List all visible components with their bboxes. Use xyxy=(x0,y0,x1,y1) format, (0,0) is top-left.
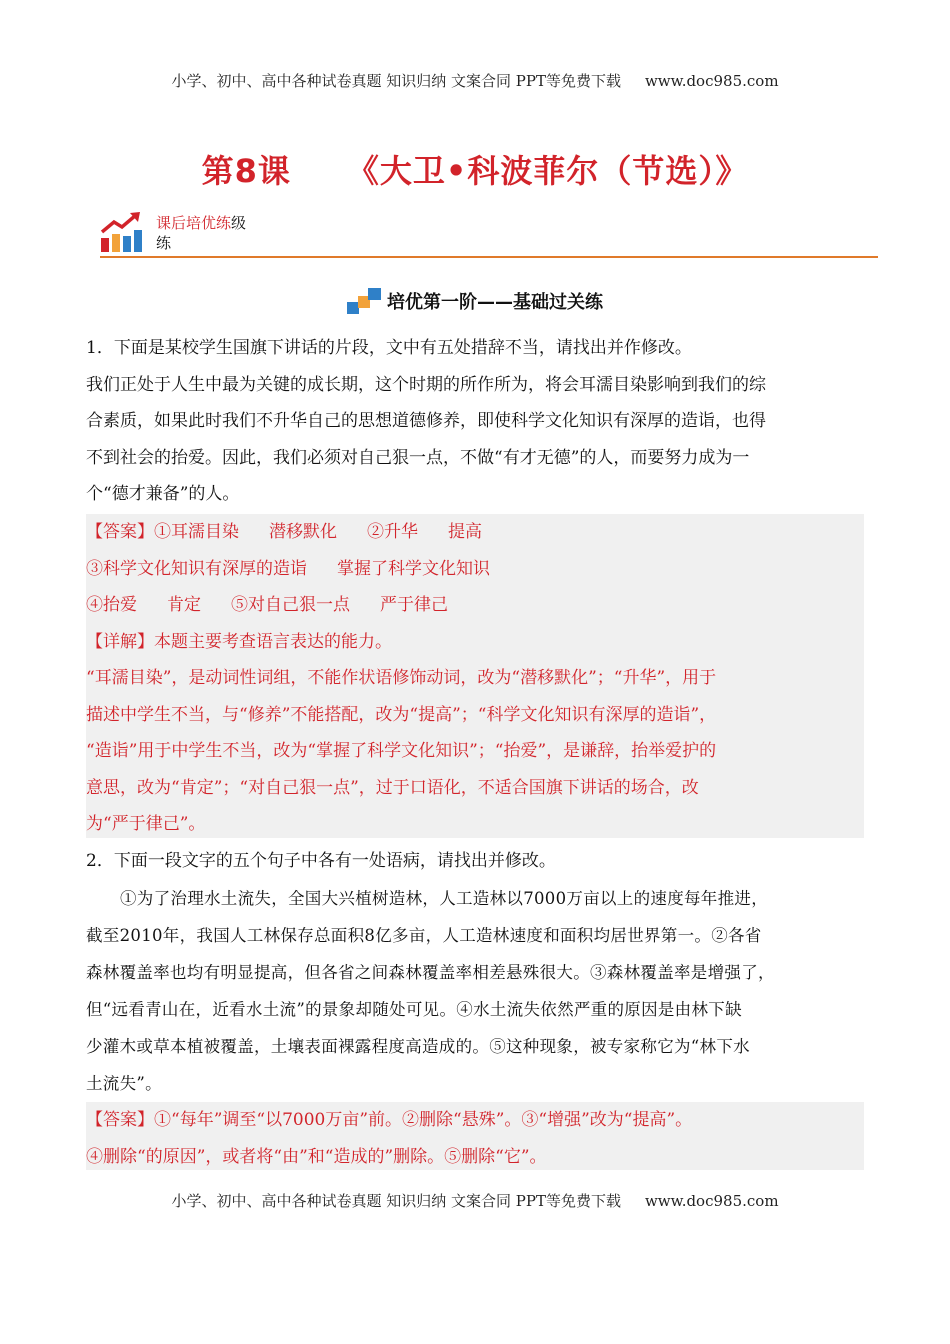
passage-line: ①为了治理水土流失，全国大兴植树造林，人工造林以7000万亩以上的速度每年推进， xyxy=(120,888,768,908)
header-text: 小学、初中、高中各种试卷真题 知识归纳 文案合同 PPT等免费下载 xyxy=(171,72,621,90)
answer-part: 【答案】①耳濡目染 xyxy=(86,522,239,542)
question-2 xyxy=(86,843,864,1102)
explain-line: 为“严于律己”。 xyxy=(86,814,206,834)
section-heading xyxy=(0,288,950,314)
answer-part: 严于律己 xyxy=(380,595,448,615)
answer-part: ②升华 xyxy=(367,522,418,542)
answer-part: ④抬爱 xyxy=(86,595,137,615)
lesson-number: 第8课 xyxy=(201,152,291,190)
passage-line: 合素质，如果此时我们不升华自己的思想道德修养，即使科学文化知识有深厚的造诣，也得 xyxy=(86,411,766,431)
banner-red-text: 课后培优练 xyxy=(156,214,232,232)
explain-line: 描述中学生不当，与“修养”不能搭配，改为“提高”；“科学文化知识有深厚的造诣”， xyxy=(86,704,717,725)
answer-line: 【答案】①“每年”调至“以7000万亩”前。②删除“悬殊”。③“增强”改为“提高”。 xyxy=(86,1110,693,1130)
question-prompt: 1．下面是某校学生国旗下讲话的片段，文中有五处措辞不当，请找出并作修改。 xyxy=(86,338,692,358)
question-prompt: 2．下面一段文字的五个句子中各有一处语病，请找出并修改。 xyxy=(86,851,556,871)
passage-line: 不到社会的抬爱。因此，我们必须对自己狠一点，不做“有才无德”的人，而要努力成为一 xyxy=(86,447,750,468)
divider xyxy=(100,256,878,258)
answer-line: ④删除“的原因”，或者将“由”和“造成的”删除。⑤删除“它”。 xyxy=(86,1146,547,1167)
answer-part: 掌握了科学文化知识 xyxy=(337,558,490,579)
stairs-icon xyxy=(347,288,381,314)
header-url[interactable]: www.doc985.com xyxy=(644,72,779,90)
banner-black-text: 级 xyxy=(231,214,247,232)
explain-line: “造诣”用于中学生不当，改为“掌握了科学文化知识”；“抬爱”，是谦辞，抬举爱护的 xyxy=(86,741,717,761)
passage-line: 我们正处于人生中最为关键的成长期，这个时期的所作所为，将会耳濡目染影响到我们的综 xyxy=(86,374,766,395)
passage-line: 土流失”。 xyxy=(86,1073,162,1093)
practice-banner xyxy=(100,208,878,260)
answer-box-2 xyxy=(86,1102,864,1170)
passage-line: 截至2010年，我国人工林保存总面积8亿多亩，人工造林速度和面积均居世界第一。②各省 xyxy=(86,925,762,945)
passage-line: 森林覆盖率也均有明显提高，但各省之间森林覆盖率相差悬殊很大。③森林覆盖率是增强了， xyxy=(86,962,775,982)
explain-line: 意思，改为“肯定”；“对自己狠一点”，过于口语化，不适合国旗下讲话的场合，改 xyxy=(86,777,699,798)
explain-line: “耳濡目染”，是动词性词组，不能作状语修饰动词，改为“潜移默化”；“升华”，用于 xyxy=(86,668,717,688)
bar-chart-arrow-icon xyxy=(100,210,144,254)
footer-text: 小学、初中、高中各种试卷真题 知识归纳 文案合同 PPT等免费下载 xyxy=(171,1192,621,1210)
banner-label xyxy=(156,213,296,253)
answer-part: ③科学文化知识有深厚的造诣 xyxy=(86,558,307,579)
question-1 xyxy=(86,330,864,513)
footer-url[interactable]: www.doc985.com xyxy=(644,1192,779,1210)
passage-line: 少灌木或草本植被覆盖，土壤表面裸露程度高造成的。⑤这种现象，被专家称它为“林下水 xyxy=(86,1036,750,1056)
lesson-title xyxy=(0,146,950,192)
banner-black-text-2: 练 xyxy=(156,234,172,252)
passage-line: 个“德才兼备”的人。 xyxy=(86,484,240,504)
answer-box xyxy=(86,514,864,838)
section-title: 培优第一阶——基础过关练 xyxy=(387,292,603,313)
lesson-name: 《大卫•科波菲尔（节选）》 xyxy=(346,152,749,190)
page-footer xyxy=(0,1190,950,1211)
answer-line xyxy=(86,551,864,588)
answer-part: 提高 xyxy=(448,522,482,542)
page-header xyxy=(0,70,950,91)
answer-part: ⑤对自己狠一点 xyxy=(231,595,350,615)
answer-part: 潜移默化 xyxy=(269,522,337,542)
answer-line xyxy=(86,587,864,624)
answer-part: 肯定 xyxy=(167,595,201,615)
answer-line xyxy=(86,514,864,551)
explain-line: 【详解】本题主要考查语言表达的能力。 xyxy=(86,631,392,652)
passage-line: 但“远看青山在，近看水土流”的景象却随处可见。④水土流失依然严重的原因是由林下缺 xyxy=(86,999,742,1019)
